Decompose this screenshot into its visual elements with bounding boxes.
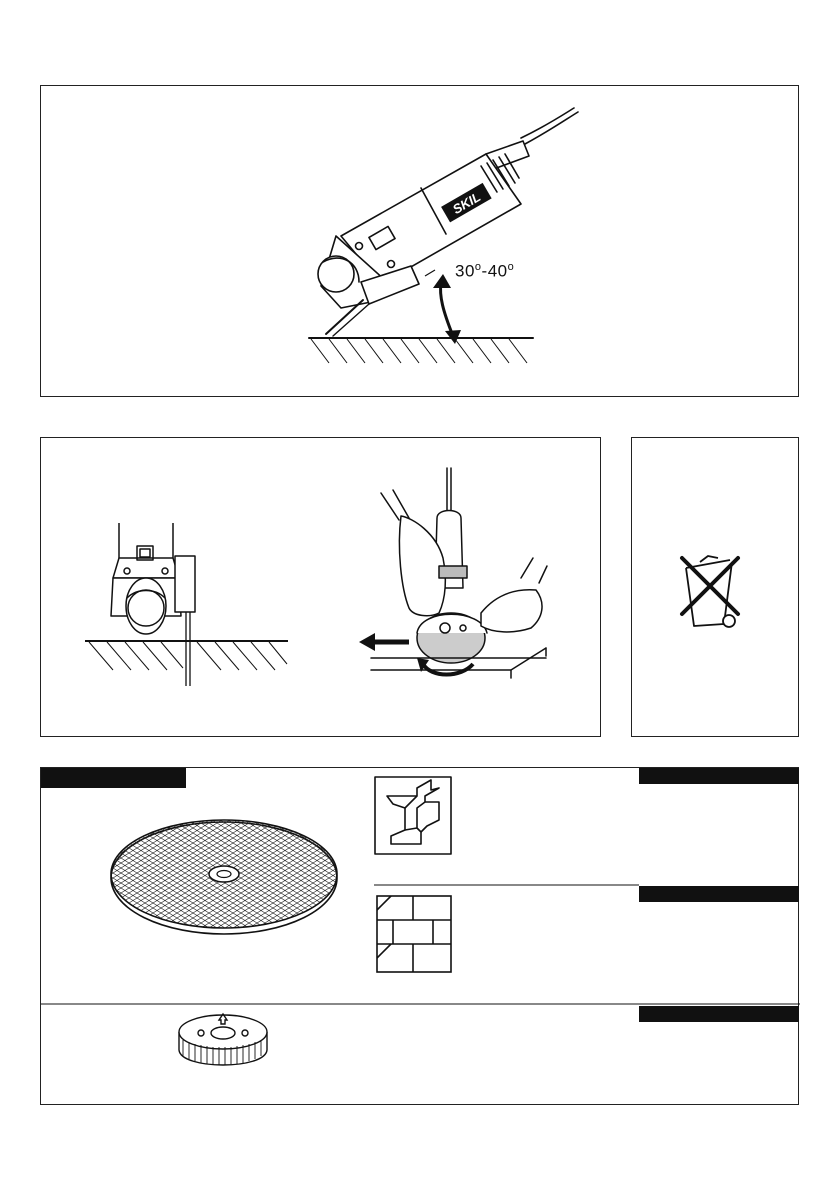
grinder-front-cutting-illustration <box>41 438 602 738</box>
disposal-panel <box>631 437 799 737</box>
angle-separator: - <box>481 261 488 281</box>
steel-i-beam-icon <box>375 777 451 854</box>
angle-to: 40 <box>487 261 508 281</box>
hands-cutting-group <box>371 468 547 678</box>
grinding-angle-panel <box>40 85 799 397</box>
brick-wall-icon <box>377 896 451 972</box>
accessory-illustrations <box>41 768 800 1106</box>
angle-label <box>455 261 514 282</box>
angle-from: 30 <box>455 261 475 281</box>
degree-mark-1: o <box>474 261 482 273</box>
accessory-panel <box>40 767 799 1105</box>
clamp-nut-illustration <box>179 1014 267 1065</box>
brand-label: SKIL <box>450 189 484 217</box>
angle-grinder-illustration <box>41 86 800 398</box>
cutting-panel <box>40 437 601 737</box>
degree-mark-2: o <box>507 261 515 273</box>
crossed-out-wheelie-bin-icon <box>632 438 800 738</box>
grinding-disc-illustration <box>111 820 337 934</box>
